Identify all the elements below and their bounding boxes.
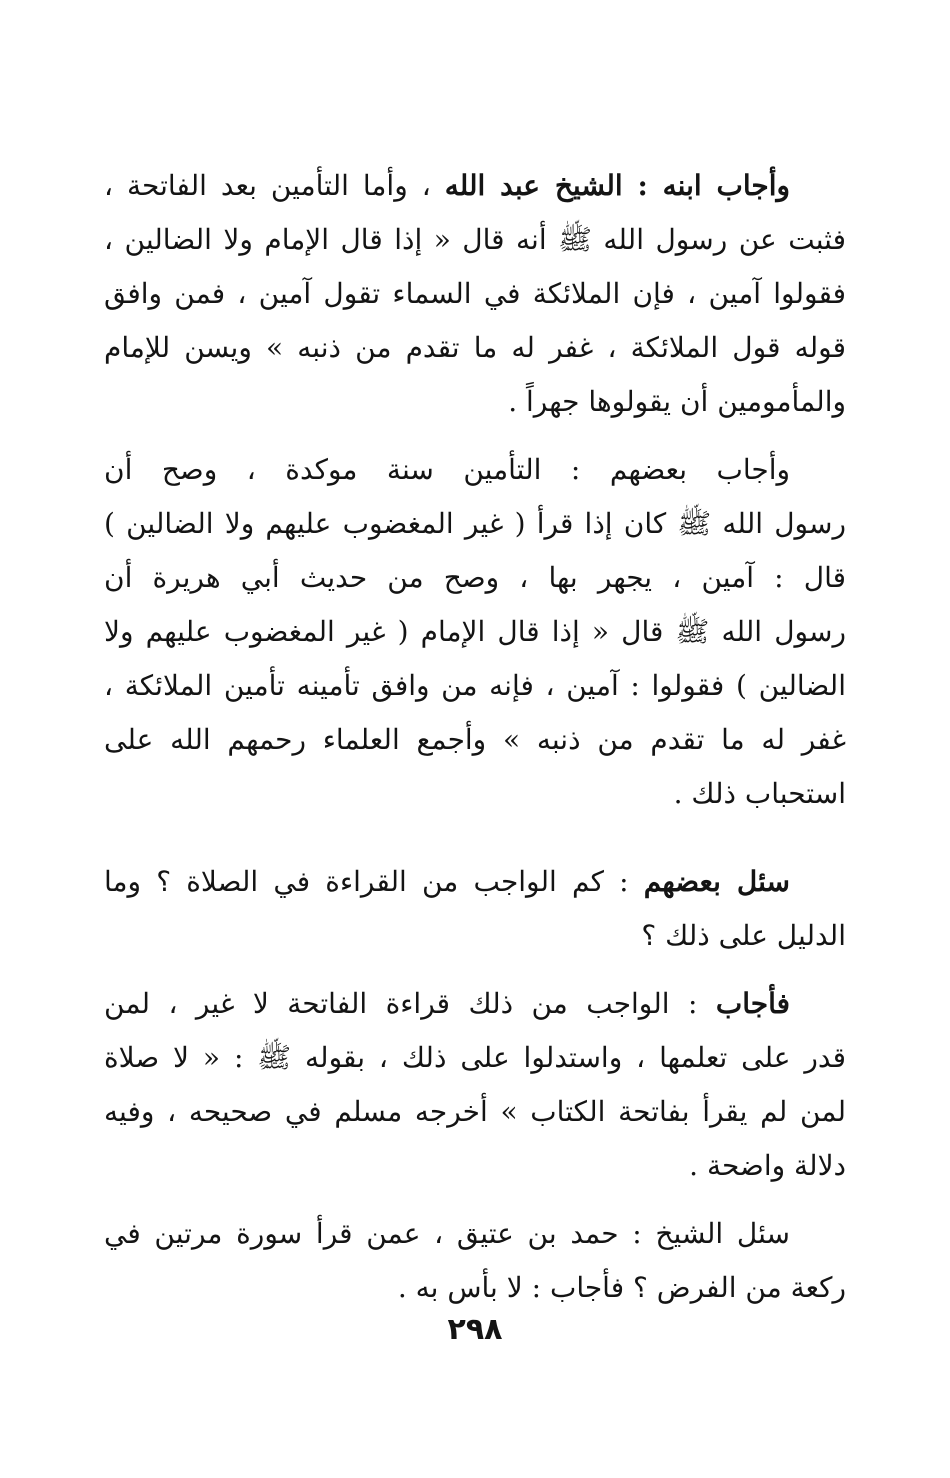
text-line <box>104 1217 846 1274</box>
line-text: رسول الله ﷺ كان إذا قرأ ( غير المغضوب عليهم ولا الضالين ) <box>104 507 846 540</box>
line-text: قدر على تعلمها ، واستدلوا على ذلك ، بقوله ﷺ : « لا صلاة <box>104 1041 846 1074</box>
text-line <box>104 669 846 726</box>
text-line <box>104 1041 846 1098</box>
line-text: والمأمومين أن يقولوها جهراً . <box>508 385 846 418</box>
text-line <box>104 331 846 388</box>
line-text: استحباب ذلك . <box>673 777 846 810</box>
line-text: وأجاب بعضهم : التأمين سنة موكدة ، وصح أن <box>104 453 790 486</box>
text-line <box>104 987 846 1044</box>
text-line <box>104 919 846 976</box>
line-text: : كم الواجب من القراءة في الصلاة ؟ وما <box>104 865 644 898</box>
text-line <box>104 1149 846 1206</box>
line-text: رسول الله ﷺ قال « إذا قال الإمام ( غير المغضوب عليهم ولا <box>104 615 846 648</box>
line-text: ، وأما التأمين بعد الفاتحة ، <box>104 169 445 202</box>
line-text: لمن لم يقرأ بفاتحة الكتاب » أخرجه مسلم في صحيحه ، وفيه <box>104 1095 846 1128</box>
line-text: فثبت عن رسول الله ﷺ أنه قال « إذا قال الإمام ولا الضالين ، <box>104 223 847 256</box>
page-number: ٢٩٨ <box>447 1312 503 1347</box>
text-line <box>104 723 846 780</box>
paragraph <box>104 169 847 442</box>
line-text: فقولوا آمين ، فإن الملائكة في السماء تقول آمين ، فمن وافق <box>104 277 846 310</box>
bold-lead: فأجاب <box>715 987 790 1020</box>
text-line <box>104 865 846 922</box>
line-text: قوله قول الملائكة ، غفر له ما تقدم من ذنبه » ويسن للإمام <box>104 331 846 364</box>
text-line <box>104 777 846 834</box>
line-text: الضالين ) فقولوا : آمين ، فإنه من وافق تأمينه تأمين الملائكة ، <box>104 669 846 702</box>
line-text: الدليل على ذلك ؟ <box>641 919 846 952</box>
paragraph <box>104 987 846 1206</box>
bold-lead: وأجاب ابنه : الشيخ عبد الله <box>444 169 790 202</box>
paragraph <box>104 865 846 976</box>
line-text: قال : آمين ، يجهر بها ، وصح من حديث أبي هريرة أن <box>104 561 846 594</box>
text-line <box>104 223 847 280</box>
line-text: ركعة من الفرض ؟ فأجاب : لا بأس به . <box>397 1271 846 1304</box>
text-line <box>104 277 846 334</box>
text-line <box>104 507 846 564</box>
line-text: دلالة واضحة . <box>689 1149 846 1182</box>
text-line <box>104 169 846 226</box>
bold-lead: سئل بعضهم <box>643 865 790 898</box>
text-line <box>104 385 846 442</box>
line-text: : الواجب من ذلك قراءة الفاتحة لا غير ، لمن <box>104 987 716 1020</box>
text-line <box>104 615 846 672</box>
paragraph-gap <box>104 834 846 868</box>
line-text: غفر له ما تقدم من ذنبه » وأجمع العلماء رحمهم الله على <box>104 723 846 756</box>
line-text: سئل الشيخ : حمد بن عتيق ، عمن قرأ سورة مرتين في <box>104 1217 790 1250</box>
text-line <box>104 561 846 618</box>
text-line <box>104 453 846 510</box>
paragraph <box>104 453 846 834</box>
page-body <box>104 169 847 1328</box>
text-line <box>104 1095 846 1152</box>
